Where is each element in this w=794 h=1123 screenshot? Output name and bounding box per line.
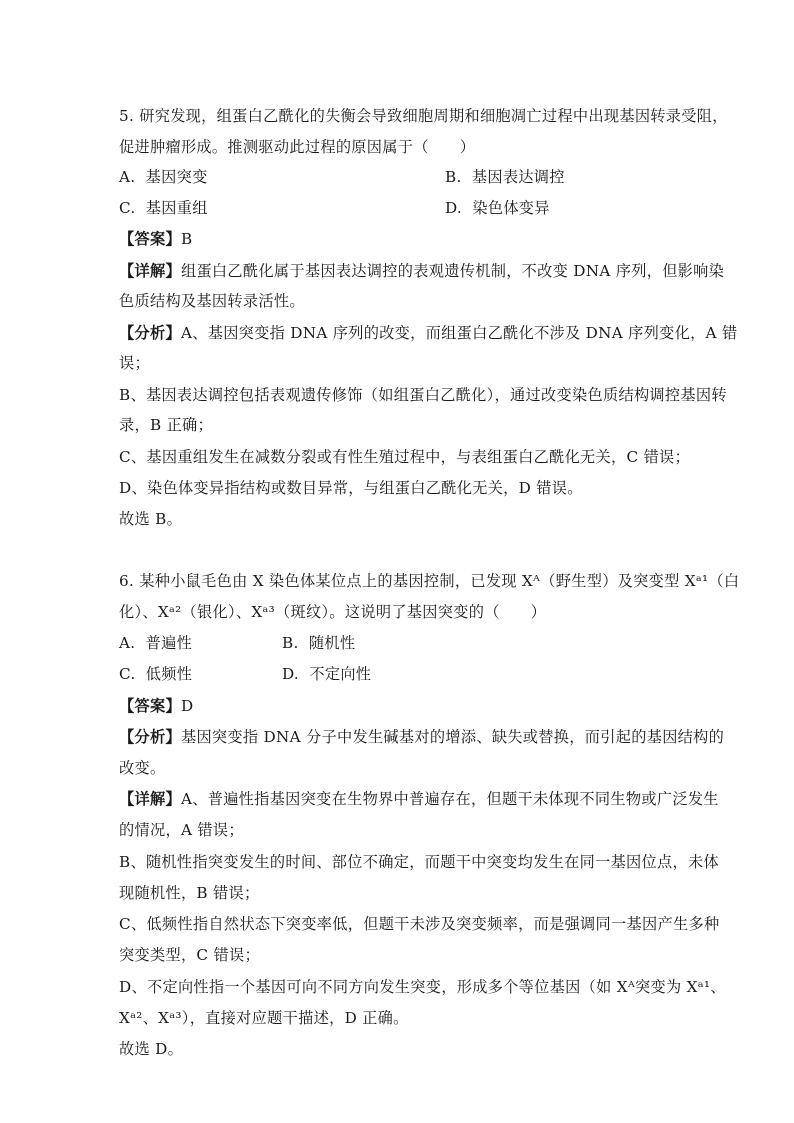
q6-option-c-line-2: 突变类型，C 错误；: [119, 946, 260, 964]
q6-detail-line-1: 【详解】A、普遍性指基因突变在生物界中普遍存在，但题干未体现不同生物或广泛发生: [119, 790, 719, 808]
q6-option-d: D. 不定向性: [282, 665, 372, 683]
q5-stem-line-2: 促进肿瘤形成。推测驱动此过程的原因属于（ ）: [119, 138, 476, 156]
q6-option-b-line-1: B、随机性指突变发生的时间、部位不确定，而题干中突变均发生在同一基因位点，未体: [119, 853, 719, 871]
q6-option-c: C. 低频性: [119, 665, 193, 683]
q5-option-b-line-1: B、基因表达调控包括表观遗传修饰（如组蛋白乙酰化），通过改变染色质结构调控基因转: [119, 386, 727, 404]
q5-option-c-line: C、基因重组发生在减数分裂或有性生殖过程中，与表组蛋白乙酰化无关，C 错误；: [119, 448, 691, 466]
q6-option-b: B. 随机性: [282, 634, 356, 652]
q6-option-a: A. 普遍性: [119, 634, 193, 652]
q6-option-b-line-2: 现随机性，B 错误；: [119, 884, 260, 902]
q6-option-d-line-1: D、不定向性指一个基因可向不同方向发生突变，形成多个等位基因（如 Xᴬ突变为 Xᵃ¹、: [119, 978, 726, 996]
q5-option-d: D. 染色体变异: [445, 199, 550, 217]
q6-stem-line-1: 6. 某种小鼠毛色由 X 染色体某位点上的基因控制，已发现 Xᴬ（野生型）及突变型 Xᵃ¹（白: [119, 572, 740, 590]
q6-detail-line-2: 的情况，A 错误；: [119, 821, 244, 839]
q6-conclusion: 故选 D。: [119, 1040, 184, 1058]
q5-analysis-line-1: 【分析】A、基因突变指 DNA 序列的改变，而组蛋白乙酰化不涉及 DNA 序列变化，A 错: [119, 324, 738, 342]
q5-answer: 【答案】B: [119, 230, 193, 248]
q5-conclusion: 故选 B。: [119, 510, 183, 528]
q5-analysis-line-2: 误；: [119, 354, 150, 372]
q5-stem-line-1: 5. 研究发现，组蛋白乙酰化的失衡会导致细胞周期和细胞凋亡过程中出现基因转录受阻，: [119, 107, 728, 125]
q5-option-a: A. 基因突变: [119, 168, 208, 186]
q6-stem-line-2: 化）、Xᵃ²（银化）、Xᵃ³（斑纹）。这说明了基因突变的（ ）: [119, 603, 547, 621]
q5-option-b: B. 基因表达调控: [445, 168, 565, 186]
q5-option-d-line: D、染色体变异指结构或数目异常，与组蛋白乙酰化无关，D 错误。: [119, 479, 583, 497]
q6-option-c-line-1: C、低频性指自然状态下突变率低，但题干未涉及突变频率，而是强调同一基因产生多种: [119, 915, 720, 933]
q5-option-c: C. 基因重组: [119, 199, 208, 217]
q6-option-d-line-2: Xᵃ²、Xᵃ³），直接对应题干描述，D 正确。: [119, 1009, 409, 1027]
q6-analysis-line-1: 【分析】基因突变指 DNA 分子中发生碱基对的增添、缺失或替换，而引起的基因结构的: [119, 728, 725, 746]
q5-detail-line-2: 色质结构及基因转录活性。: [119, 292, 305, 310]
q5-option-b-line-2: 录，B 正确；: [119, 416, 214, 434]
q6-answer: 【答案】D: [119, 697, 194, 715]
q5-detail-line-1: 【详解】组蛋白乙酰化属于基因表达调控的表观遗传机制，不改变 DNA 序列，但影响染: [119, 262, 725, 280]
q6-analysis-line-2: 改变。: [119, 759, 166, 777]
